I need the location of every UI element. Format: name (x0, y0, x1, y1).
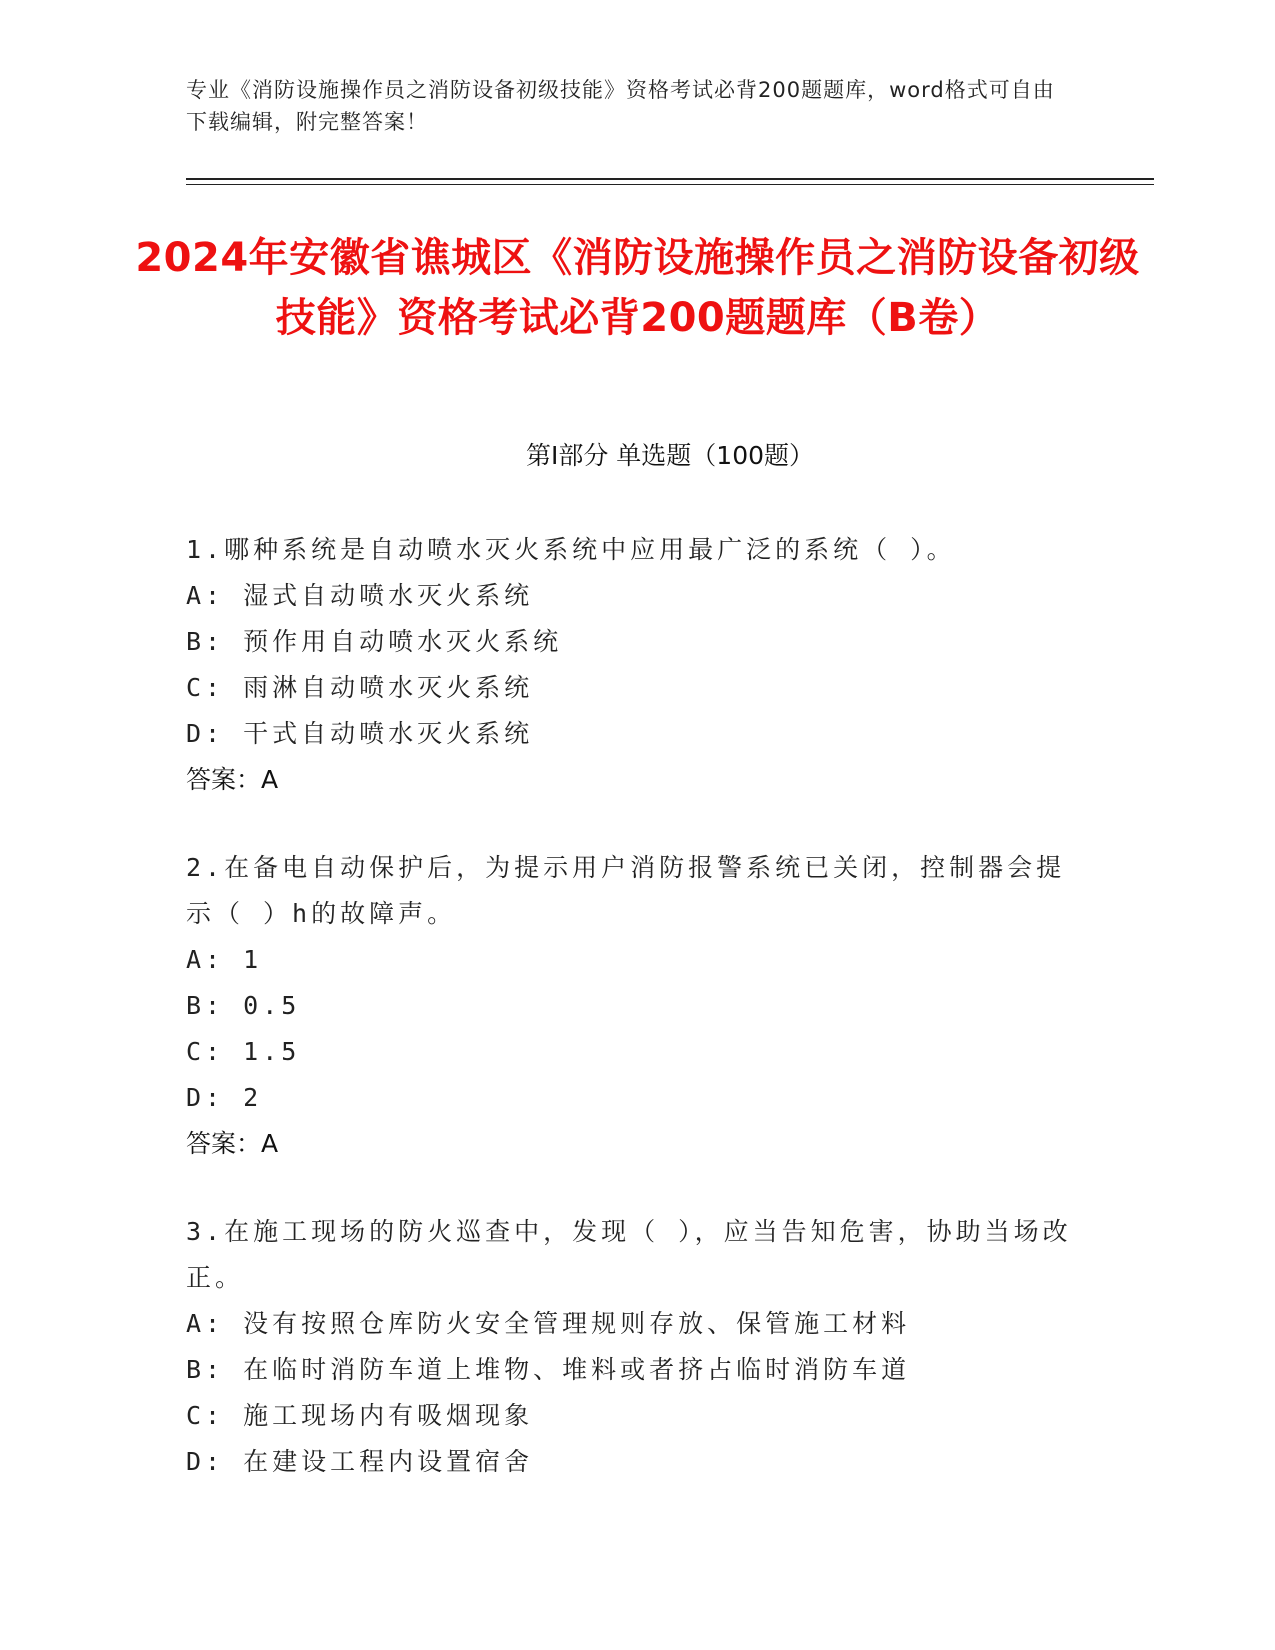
question-item (186, 845, 1086, 1167)
option-a: A: 没有按照仓库防火安全管理规则存放、保管施工材料 (186, 1309, 911, 1338)
option-c: C: 雨淋自动喷水灭火系统 (186, 673, 534, 702)
option-d: D: 在建设工程内设置宿舍 (186, 1447, 534, 1476)
header-divider-thick (186, 178, 1154, 180)
answer-label: 答案：A (186, 765, 279, 794)
question-stem: 3.在施工现场的防火巡查中，发现（ ），应当告知危害，协助当场改正。 (186, 1217, 1072, 1292)
question-item (186, 1209, 1086, 1485)
section-heading: 第Ⅰ部分 单选题（100题） (525, 441, 815, 470)
question-item (186, 527, 1086, 803)
option-b: B: 在临时消防车道上堆物、堆料或者挤占临时消防车道 (186, 1355, 911, 1384)
header-note: 专业《消防设施操作员之消防设备初级技能》资格考试必背200题题库，word格式可自由下载编辑，附完整答案！ (186, 78, 1055, 134)
option-c: C: 1.5 (186, 1037, 301, 1066)
question-list (186, 527, 1086, 1527)
question-stem: 1.哪种系统是自动喷水灭火系统中应用最广泛的系统（ ）。 (186, 535, 956, 564)
option-b: B: 0.5 (186, 991, 301, 1020)
option-a: A: 湿式自动喷水灭火系统 (186, 581, 534, 610)
header-divider-thin (186, 184, 1154, 185)
answer-label: 答案：A (186, 1129, 279, 1158)
option-b: B: 预作用自动喷水灭火系统 (186, 627, 563, 656)
option-d: D: 2 (186, 1083, 263, 1112)
option-c: C: 施工现场内有吸烟现象 (186, 1401, 534, 1430)
option-d: D: 干式自动喷水灭火系统 (186, 719, 534, 748)
document-title: 2024年安徽省谯城区《消防设施操作员之消防设备初级技能》资格考试必背200题题库（B卷） (135, 235, 1140, 341)
option-a: A: 1 (186, 945, 263, 974)
question-stem: 2.在备电自动保护后，为提示用户消防报警系统已关闭，控制器会提示（ ）h的故障声。 (186, 853, 1066, 928)
